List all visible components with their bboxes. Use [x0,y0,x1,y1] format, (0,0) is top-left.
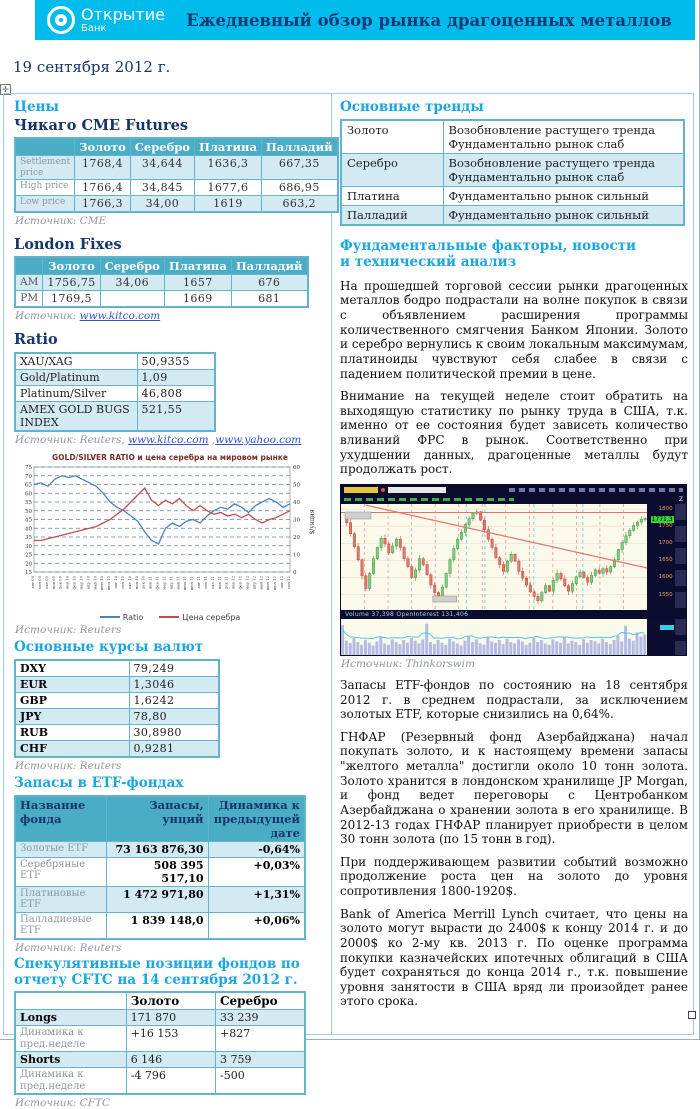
trend-row [341,186,684,205]
svg-text:дек 11: дек 11 [223,575,229,589]
cell-value: 34,644 [130,156,194,180]
cell-value: 78,80 [129,708,219,724]
price-tick: 1600 [658,574,673,581]
column-header: Золото [43,257,100,275]
svg-text:янв 11: янв 11 [147,575,153,589]
source-text: , [208,433,216,446]
column-header [15,138,75,156]
cell-value: 171 870 [126,1010,215,1026]
tos-ohlc-values [344,498,514,501]
svg-text:35: 35 [25,534,32,541]
cell-value: 73 163 876,30 [107,841,208,857]
volume-panel [341,619,647,655]
svg-text:$/унция: $/унция [309,509,316,535]
table-row [15,353,215,370]
column-header: Платина [164,257,231,275]
tos-volume-axis [647,619,675,655]
row-label: Платиновые ETF [15,886,107,912]
source-link[interactable]: www.kitco.com [128,433,209,446]
bank-name: Открытие [81,4,165,24]
anchor-square [688,1011,696,1019]
trend-row [341,205,684,225]
cell-value: 1768,4 [75,156,131,180]
svg-text:45: 45 [25,517,32,524]
source-line [15,215,326,227]
svg-text:июл 11: июл 11 [189,575,195,591]
source-line [15,434,326,446]
cell-value: 33 239 [215,1010,305,1026]
cell-value: 676 [231,275,307,291]
column-header: Палладий [231,257,307,275]
chart-title: GOLD/SILVER RATIO и цена серебра на мировом рынке [52,452,288,462]
row-label: JPY [15,708,129,724]
tos-zoom-icon: Z [678,495,683,503]
svg-text:65: 65 [25,482,32,489]
svg-text:60: 60 [293,464,300,471]
row-label: GBP [15,692,129,708]
svg-text:70: 70 [25,473,32,480]
svg-text:ноя 10: ноя 10 [133,575,139,590]
svg-text:май 12: май 12 [258,575,264,590]
section-heading-trends: Основные тренды [340,99,484,115]
cell-value: +16 153 [126,1026,215,1052]
chart-legend [14,613,326,622]
table-row [15,660,219,677]
trend-metal: Золото [341,120,443,154]
svg-text:15: 15 [25,569,32,576]
source-text: Источник: Thinkorswim [341,657,475,670]
cell-value: 1766,4 [75,180,131,196]
cell-value: 681 [231,291,307,308]
cell-value: 1657 [164,275,231,291]
row-label: RUB [15,724,129,740]
table-row [15,1052,305,1068]
source-line [341,658,688,670]
cell-value: -500 [215,1068,305,1095]
cell-value: 508 395 517,10 [107,857,208,886]
svg-text:сен 12: сен 12 [286,575,291,589]
row-label: Серебряные ETF [15,857,107,886]
cell-value: 3 759 [215,1052,305,1068]
svg-text:мар 10: мар 10 [78,575,84,590]
right-column [332,94,693,1034]
cell-value: 686,95 [261,180,337,196]
section-heading-prices: Цены [14,99,60,115]
row-label: Динамика к пред.неделе [15,1026,126,1052]
cell-value [100,291,164,308]
london-fixes-table [14,256,309,308]
table-row [15,196,338,213]
table-header-row [15,138,338,156]
price-tick: 1800 [658,506,673,513]
table-row [15,692,219,708]
row-label: DXY [15,660,129,677]
price-tick: 1700 [658,540,673,547]
source-line [15,1097,326,1109]
section-heading-cme: Чикаго CME Futures [14,116,189,134]
section-heading-cftc: Спекулятивные позиции фондов по отчету CFTC на 14 сентября 2012 г. [14,955,300,988]
table-row [15,385,215,401]
svg-text:75: 75 [25,464,32,471]
tos-ohlc-bar [341,496,686,504]
header-band [35,0,695,40]
row-label: Gold/Platinum [15,369,137,385]
section-heading-etf: Запасы в ETF-фондах [14,774,184,791]
currency-table [14,659,220,758]
tos-toolbar-field [388,487,446,493]
column-header [15,992,126,1010]
table-row [15,180,338,196]
row-label: AM [15,275,43,291]
cell-value: 1,09 [137,369,215,385]
row-label: Low price [15,196,75,213]
row-label: Shorts [15,1052,126,1068]
column-header: Платина [194,138,261,156]
source-text: Источник: CME [15,215,107,227]
table-row [15,724,219,740]
svg-text:50: 50 [25,508,32,515]
svg-text:авг 09: авг 09 [30,575,35,589]
column-header: Золото [126,992,215,1010]
source-link[interactable]: www.kitco.com [79,310,161,323]
legend-ratio: Ratio [100,613,144,622]
table-header-row [15,257,308,275]
svg-text:авг 10: авг 10 [113,575,119,589]
source-line [15,310,326,322]
tos-side-tabs [675,619,686,655]
column-header [15,257,43,275]
svg-text:40: 40 [25,526,32,533]
svg-text:сен 10: сен 10 [119,575,125,589]
table-row [15,369,215,385]
svg-text:июл 12: июл 12 [272,575,278,591]
svg-text:55: 55 [25,499,32,506]
body-paragraph: Внимание на текущей неделе стоит обратить на выходящую статистику по рынку труда в США, т.к. именно от ее состояния будет зависеть количество вливаний ФРС в рынок. Соответственно при ухудшении данных, драгоценные металлы будут продолжать рост. [340,389,688,477]
svg-text:10: 10 [293,552,300,559]
svg-text:июн 10: июн 10 [99,575,105,591]
trend-metal: Палладий [341,205,443,225]
table-row [15,156,338,180]
trend-row [341,153,684,186]
row-label: Золотые ETF [15,841,107,857]
svg-text:мар 11: мар 11 [161,575,167,590]
left-column [4,94,333,1109]
gold-silver-ratio-chart [14,453,326,636]
svg-text:авг 12: авг 12 [279,575,285,589]
svg-text:0: 0 [293,569,297,576]
volume-badge [660,625,674,630]
svg-text:янв 10: янв 10 [64,575,70,589]
column-header: Название фонда [15,796,107,842]
svg-text:фев 12: фев 12 [237,575,243,590]
table-header-row [15,992,305,1010]
svg-text:апр 12: апр 12 [251,575,257,590]
tos-titlebar [341,485,686,496]
svg-text:ноя 11: ноя 11 [216,575,222,590]
svg-text:дек 10: дек 10 [140,575,146,589]
cell-change: -0,64% [208,841,305,857]
source-text: Источник: Reuters [15,623,122,636]
table-row [15,1010,305,1026]
cell-value: 0,9281 [129,740,219,757]
cell-change: +0,06% [208,912,305,939]
trend-description: Фундаментально рынок сильный [443,205,684,225]
row-label: High price [15,180,75,196]
tos-toolbar-icons [509,488,683,492]
tos-symbol-input [344,487,378,493]
candlestick-chart [341,504,647,610]
table-header-row [15,796,305,842]
table-row [15,886,305,912]
column-header: Серебро [215,992,305,1010]
row-label: Settlement price [15,156,75,180]
cell-value: 1766,3 [75,196,131,213]
cftc-positions-table [14,991,306,1095]
content-area [3,93,694,1109]
column-header: Серебро [100,257,164,275]
row-label: Палладиевые ETF [15,912,107,939]
source-text: Источник: Reuters [15,759,122,772]
svg-text:дек 09: дек 09 [57,575,63,589]
column-header: Палладий [261,138,337,156]
cell-value: 1,6242 [129,692,219,708]
svg-text:окт 11: окт 11 [209,575,215,589]
last-price-badge: 1771.3 [651,515,673,523]
row-label: Longs [15,1010,126,1026]
section-heading-ratio: Ratio [14,331,58,349]
column-header: Серебро [130,138,194,156]
bank-unit: Банк [81,22,107,34]
bank-logo [35,6,173,34]
svg-text:50: 50 [293,482,300,489]
cell-value: 1756,75 [43,275,100,291]
body-paragraph: ГНФАР (Резервный фонд Азербайджана) начал покупать золото, и к настоящему времени запасы "желтого металла" достигли около 10 тонн золота. Золото хранится в лондонском хранилище JP Morgan, и фонд ведет переговоры с Центробанком Азербайджана о хранении золота в его хранилище. В 2012-13 годах ГНФАР планирует приобрести в целом 30 тонн золота (по 15 тонн в год). [340,729,688,847]
table-row [15,291,308,308]
svg-text:20: 20 [293,534,300,541]
trend-description: Возобновление растущего тренда Фундаментально рынок слаб [443,153,684,186]
trend-description: Фундаментально рынок сильный [443,186,684,205]
svg-text:60: 60 [25,491,32,498]
cell-value: 1636,3 [194,156,261,180]
trend-metal: Серебро [341,153,443,186]
ratio-line-chart [14,462,322,608]
source-text: Источник: [15,310,80,323]
source-line [15,624,326,636]
cell-value: 34,00 [130,196,194,213]
price-tick: 1550 [658,591,673,598]
svg-text:30: 30 [293,517,300,524]
cme-futures-table [14,137,339,213]
row-label: EUR [15,676,129,692]
cell-value: 1669 [164,291,231,308]
svg-text:40: 40 [293,499,300,506]
table-row [15,708,219,724]
svg-text:май 10: май 10 [92,575,98,590]
svg-text:янв 12: янв 12 [230,575,236,589]
table-row [15,676,219,692]
svg-text:авг 11: авг 11 [196,575,202,589]
trend-metal: Платина [341,186,443,205]
report-date: 19 сентября 2012 г. [13,58,171,76]
tos-price-axis [647,504,675,610]
cell-value: 663,2 [261,196,337,213]
row-label: Динамика к пред.неделе [15,1068,126,1095]
body-paragraph: На прошедшей торговой сессии рынки драгоценных металлов бодро подрастали на волне покупок в связи с объявлением расширения программы количественного смягчения Банком Японии. Золото и серебро вернулись к своим локальным максимумам, платиноиды чувствуют себя слабее в связи с падением политической премии в цене. [340,278,688,381]
cell-value: -4 796 [126,1068,215,1095]
cell-value: 1 839 148,0 [107,912,208,939]
svg-text:фев 10: фев 10 [71,575,77,590]
svg-text:мар 12: мар 12 [244,575,250,590]
tos-side-tabs [675,504,686,610]
cell-value: 46,808 [137,385,215,401]
body-paragraph: При поддерживающем развитии событий возможно продолжение роста цен на золото до уровня сопротивления 1800-1920$. [340,854,688,899]
cell-value: 1 472 971,80 [107,886,208,912]
table-row [15,841,305,857]
column-header: Динамика к предыдущей дате [208,796,305,842]
svg-text:20: 20 [25,561,32,568]
legend-silver: Цена серебра [159,613,240,622]
table-row [15,1068,305,1095]
cell-value: 6 146 [126,1052,215,1068]
section-heading-fundamentals: Фундаментальные факторы, новости и технический анализ [340,237,637,270]
svg-text:июн 11: июн 11 [182,575,188,591]
table-row [15,912,305,939]
svg-text:окт 10: окт 10 [126,575,132,589]
svg-text:апр 11: апр 11 [168,575,174,590]
svg-text:25: 25 [25,552,32,559]
cell-value: 1769,5 [43,291,100,308]
body-paragraph: Запасы ETF-фондов по состоянию на 18 сентября 2012 г. в среднем подрастали, за исключением золотых ETF, которые снизились на 0,64%. [340,677,688,722]
tos-record-icon [381,488,385,492]
etf-holdings-table [14,795,306,940]
row-label: Platinum/Silver [15,385,137,401]
cell-value: 30,8980 [129,724,219,740]
cell-value: 34,845 [130,180,194,196]
trends-table [340,119,685,226]
source-text: Источник: CFTC [15,1097,111,1109]
row-label: PM [15,291,43,308]
svg-text:сен 09: сен 09 [36,575,42,589]
cell-value: 34,06 [100,275,164,291]
cell-change: +1,31% [208,886,305,912]
svg-text:май 11: май 11 [175,575,181,590]
section-heading-fx: Основные курсы валют [14,638,204,655]
price-tick: 1750 [658,523,673,530]
column-header: Запасы, унций [107,796,208,842]
source-text: Источник: Reuters, [15,433,129,446]
cell-value: 50,9355 [137,353,215,370]
price-tick: 1650 [658,557,673,564]
svg-text:апр 10: апр 10 [85,575,91,590]
source-line [15,942,326,954]
cell-value: 1,3046 [129,676,219,692]
section-heading-london: London Fixes [14,236,122,253]
row-label: XAU/XAG [15,353,137,370]
bank-logo-icon [47,6,75,34]
trend-description: Возобновление растущего тренда Фундаментально рынок слаб [443,120,684,154]
svg-text:июн 12: июн 12 [265,575,271,591]
table-row [15,1026,305,1052]
row-label: AMEX GOLD BUGS INDEX [15,401,137,431]
cell-value: 79,249 [129,660,219,677]
svg-text:окт 09: окт 09 [43,575,49,589]
row-label: CHF [15,740,129,757]
source-line [15,760,326,772]
thinkorswim-chart [340,484,687,656]
report-title: Ежедневный обзор рынка драгоценных металлов [186,10,672,30]
svg-text:30: 30 [25,543,32,550]
svg-text:ноя 09: ноя 09 [50,575,56,590]
cell-value: 1677,6 [194,180,261,196]
table-row [15,401,215,431]
table-row [15,857,305,886]
source-link[interactable]: www.yahoo.com [215,433,302,446]
table-move-handle-icon[interactable]: ✛ [0,84,11,95]
cell-change: +0,03% [208,857,305,886]
body-paragraph: Bank of America Merrill Lynch считает, что цены на золото могут вырасти до 2400$ к концу 2014 г. и до 2000$ ко 2-му кв. 2013 г. По оценке программа покупки казначейских ипотечных облигаций в США будет сохраняться до конца 2014 г., т.к. повышение уровня занятости в США вряд ли произойдет ранее этого срока. [340,906,688,1009]
table-row [15,740,219,757]
cell-value: 521,55 [137,401,215,431]
table-row [15,275,308,291]
svg-text:сен 11: сен 11 [202,575,208,589]
tos-volume-header: Volume 37,398 OpenInterest 131,406 [345,610,469,618]
column-header: Золото [75,138,131,156]
svg-text:июл 10: июл 10 [106,575,112,591]
cell-value: 667,35 [261,156,337,180]
ratio-table [14,352,216,432]
svg-text:фев 11: фев 11 [154,575,160,590]
cell-value: 1619 [194,196,261,213]
cell-value: +827 [215,1026,305,1052]
source-text: Источник: Reuters [15,941,122,954]
trend-row [341,120,684,154]
